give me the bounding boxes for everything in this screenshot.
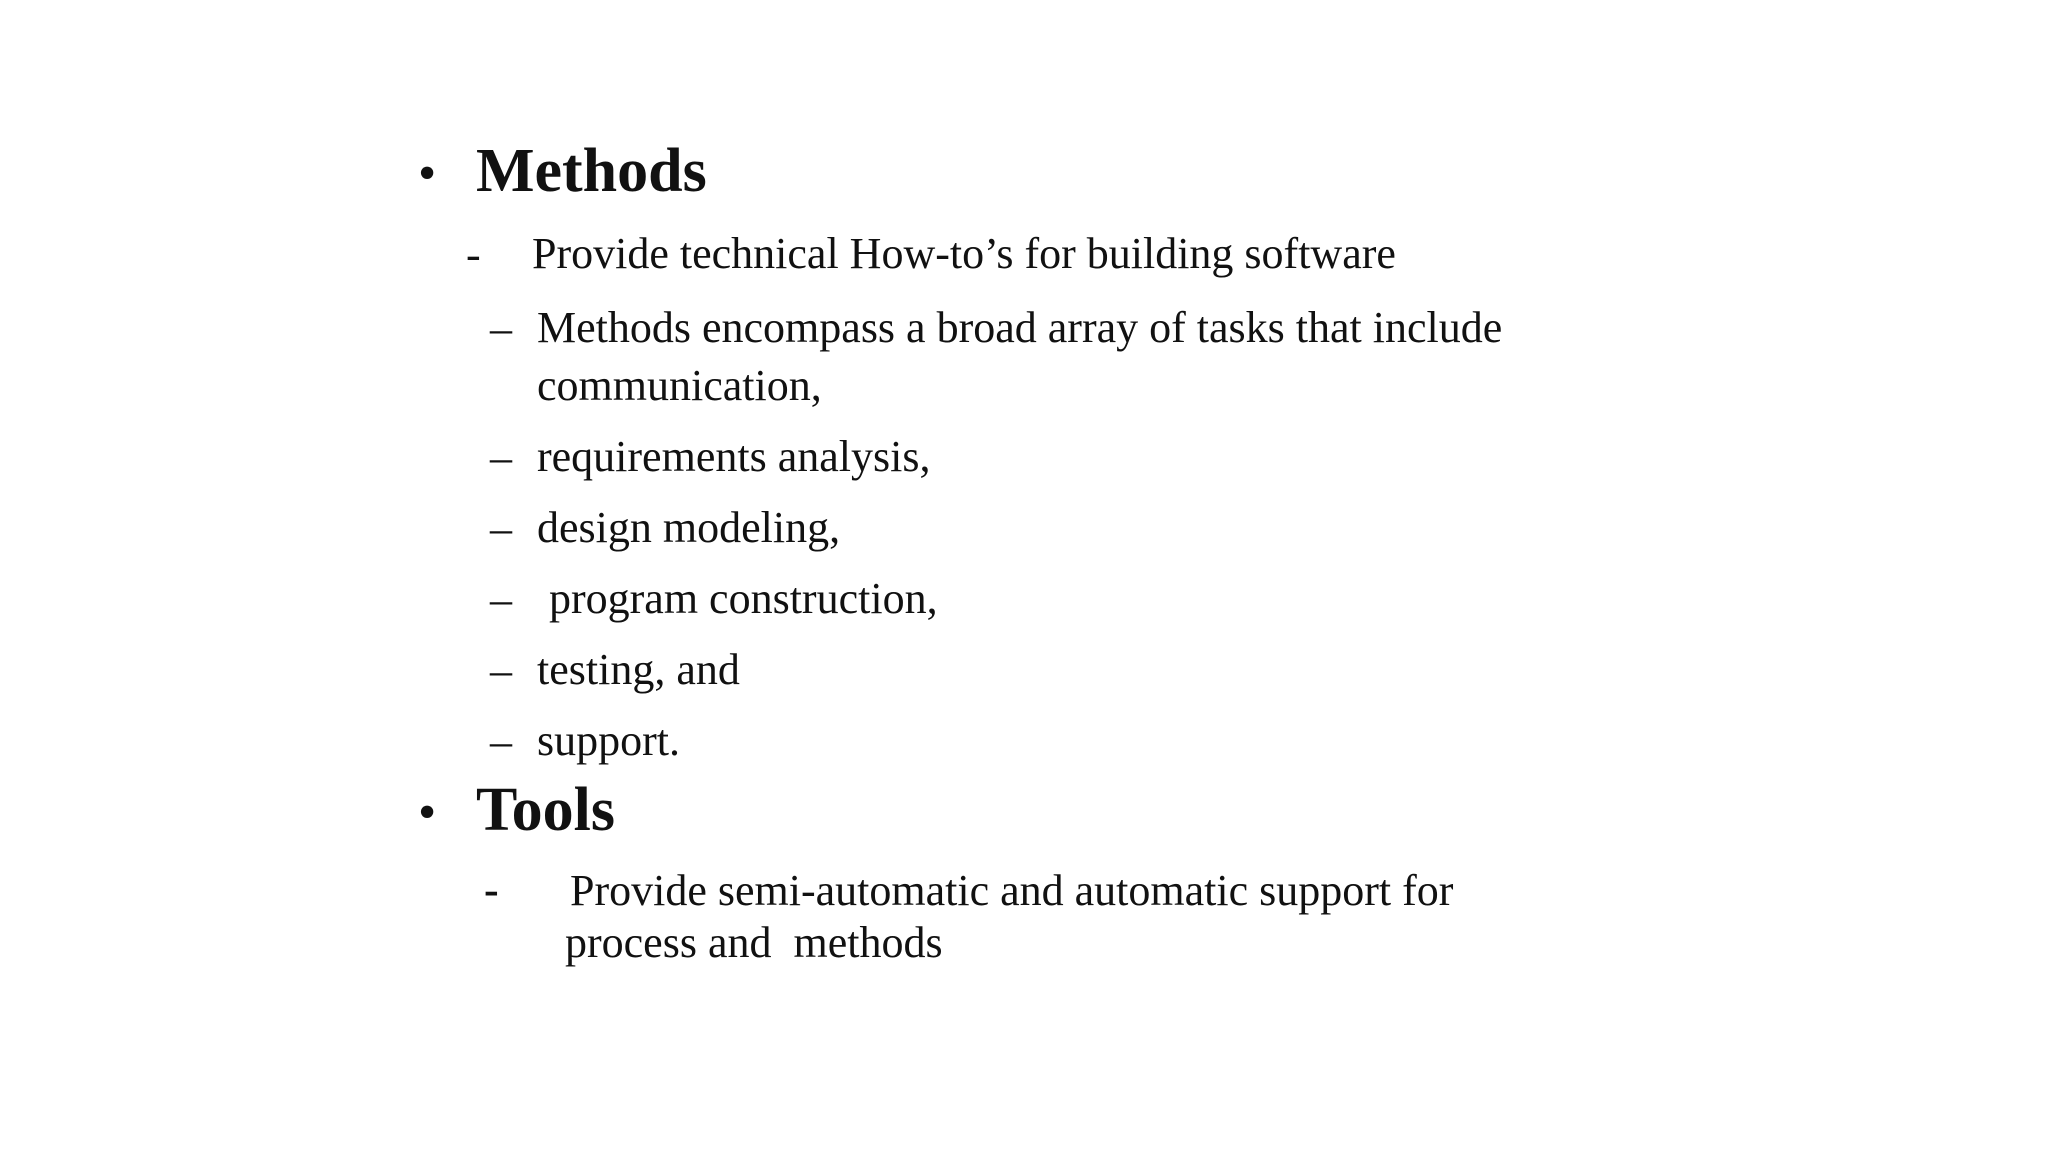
dash-marker: – (490, 646, 512, 695)
list-item-text: program construction, (549, 574, 938, 623)
list-item-text: requirements analysis, (537, 432, 931, 481)
bullet-dot: • (418, 145, 437, 202)
list-item-text: Provide semi-automatic and automatic support for (570, 866, 1454, 915)
list-item-text: design modeling, (537, 503, 841, 552)
dash-marker: – (490, 504, 512, 553)
dash-marker: – (490, 575, 512, 624)
list-item-text-continuation: communication, (537, 361, 822, 410)
section-heading-methods: Methods (476, 137, 707, 205)
bullet-dot: • (418, 784, 437, 841)
list-item-text: Methods encompass a broad array of tasks that include (537, 303, 1503, 352)
dash-marker: – (490, 304, 512, 353)
dash-marker: - (466, 230, 481, 279)
list-item-text: Provide technical How-to’s for building software (532, 229, 1396, 278)
list-item-text: testing, and (537, 645, 740, 694)
section-heading-tools: Tools (476, 776, 616, 844)
list-item-text-continuation: process and methods (565, 918, 943, 967)
dash-marker: – (490, 433, 512, 482)
list-item-text: support. (537, 716, 680, 765)
dash-marker: - (484, 865, 499, 914)
dash-marker: – (490, 717, 512, 766)
